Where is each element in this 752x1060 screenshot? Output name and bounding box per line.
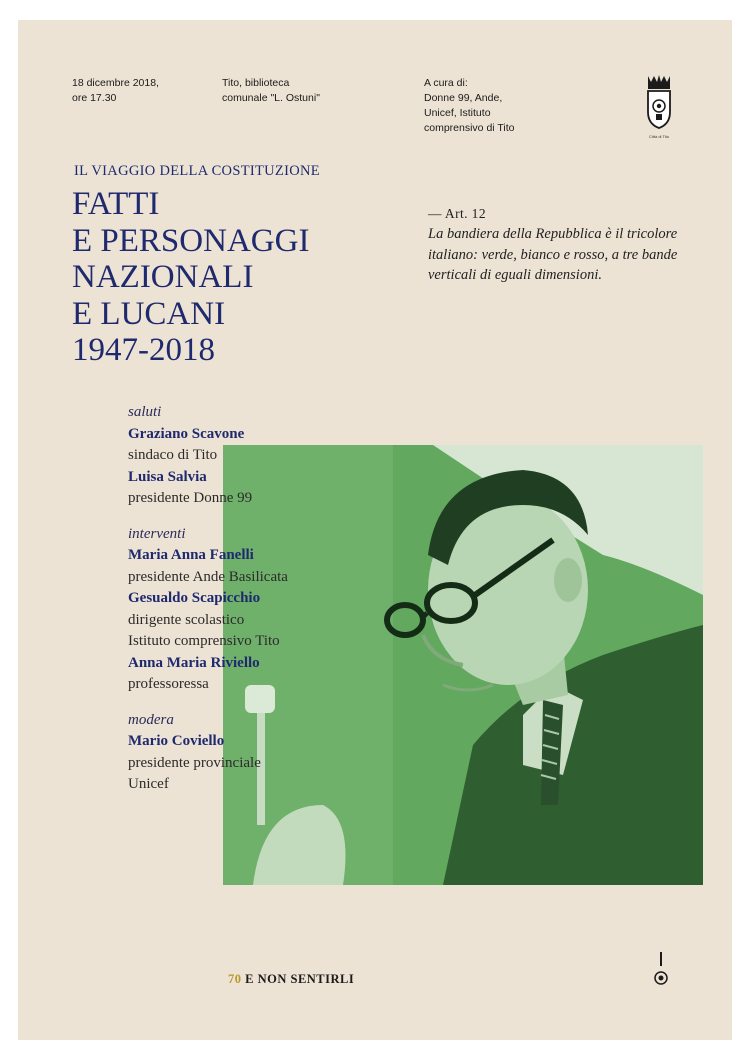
title-kicker: IL VIAGGIO DELLA COSTITUZIONE [74, 163, 320, 179]
speaker-name: Mario Coviello [128, 733, 225, 749]
main-title [72, 186, 392, 369]
footer-number: 70 [228, 972, 242, 986]
footer-slogan [228, 972, 354, 987]
program [128, 402, 458, 796]
article-text: La bandiera della Repubblica è il tricolore italiano: verde, bianco e rosso, a tre bande verticali di eguali dimensioni. [428, 226, 678, 283]
speaker-name: Maria Anna Fanelli [128, 547, 254, 563]
speaker-name: Gesualdo Scapicchio [128, 590, 261, 606]
poster [18, 20, 732, 1040]
city-crest-icon [642, 74, 676, 144]
event-place: Tito, biblioteca comunale "L. Ostuni" [222, 77, 320, 104]
speaker-role: presidente Ande Basilicata [128, 568, 288, 585]
footer-slogan-text: E NON SENTIRLI [241, 972, 355, 986]
event-date: 18 dicembre 2018, ore 17.30 [72, 77, 159, 104]
speaker-role: Istituto comprensivo Tito [128, 633, 280, 649]
main-title-line: NAZIONALI [72, 259, 254, 295]
footer-logo-icon [654, 950, 668, 990]
speaker-role: Unicef [128, 776, 169, 792]
speaker-name: Luisa Salvia [128, 468, 207, 485]
article-reference: — Art. 12 [428, 206, 486, 221]
speaker-name: Graziano Scavone [128, 425, 245, 442]
speaker-role: professoressa [128, 676, 209, 692]
main-title-line: E LUCANI [72, 295, 226, 332]
speaker-role: presidente provinciale [128, 754, 261, 771]
section-label-saluti: saluti [128, 404, 162, 420]
main-title-line: E PERSONAGGI [72, 222, 310, 259]
main-title-line: 1947-2018 [72, 332, 215, 368]
section-label-interventi: interventi [128, 525, 186, 542]
speaker-role: sindaco di Tito [128, 447, 218, 463]
event-curators: A cura di: Donne 99, Ande, Unicef, Istituto comprensivo di Tito [424, 77, 515, 134]
crest-caption: Città di Tito [648, 134, 669, 139]
speaker-name: Anna Maria Riviello [128, 654, 260, 671]
speaker-role: dirigente scolastico [128, 611, 245, 628]
section-label-modera: modera [128, 711, 174, 728]
speaker-role: presidente Donne 99 [128, 490, 253, 506]
main-title-line: FATTI [72, 186, 160, 222]
